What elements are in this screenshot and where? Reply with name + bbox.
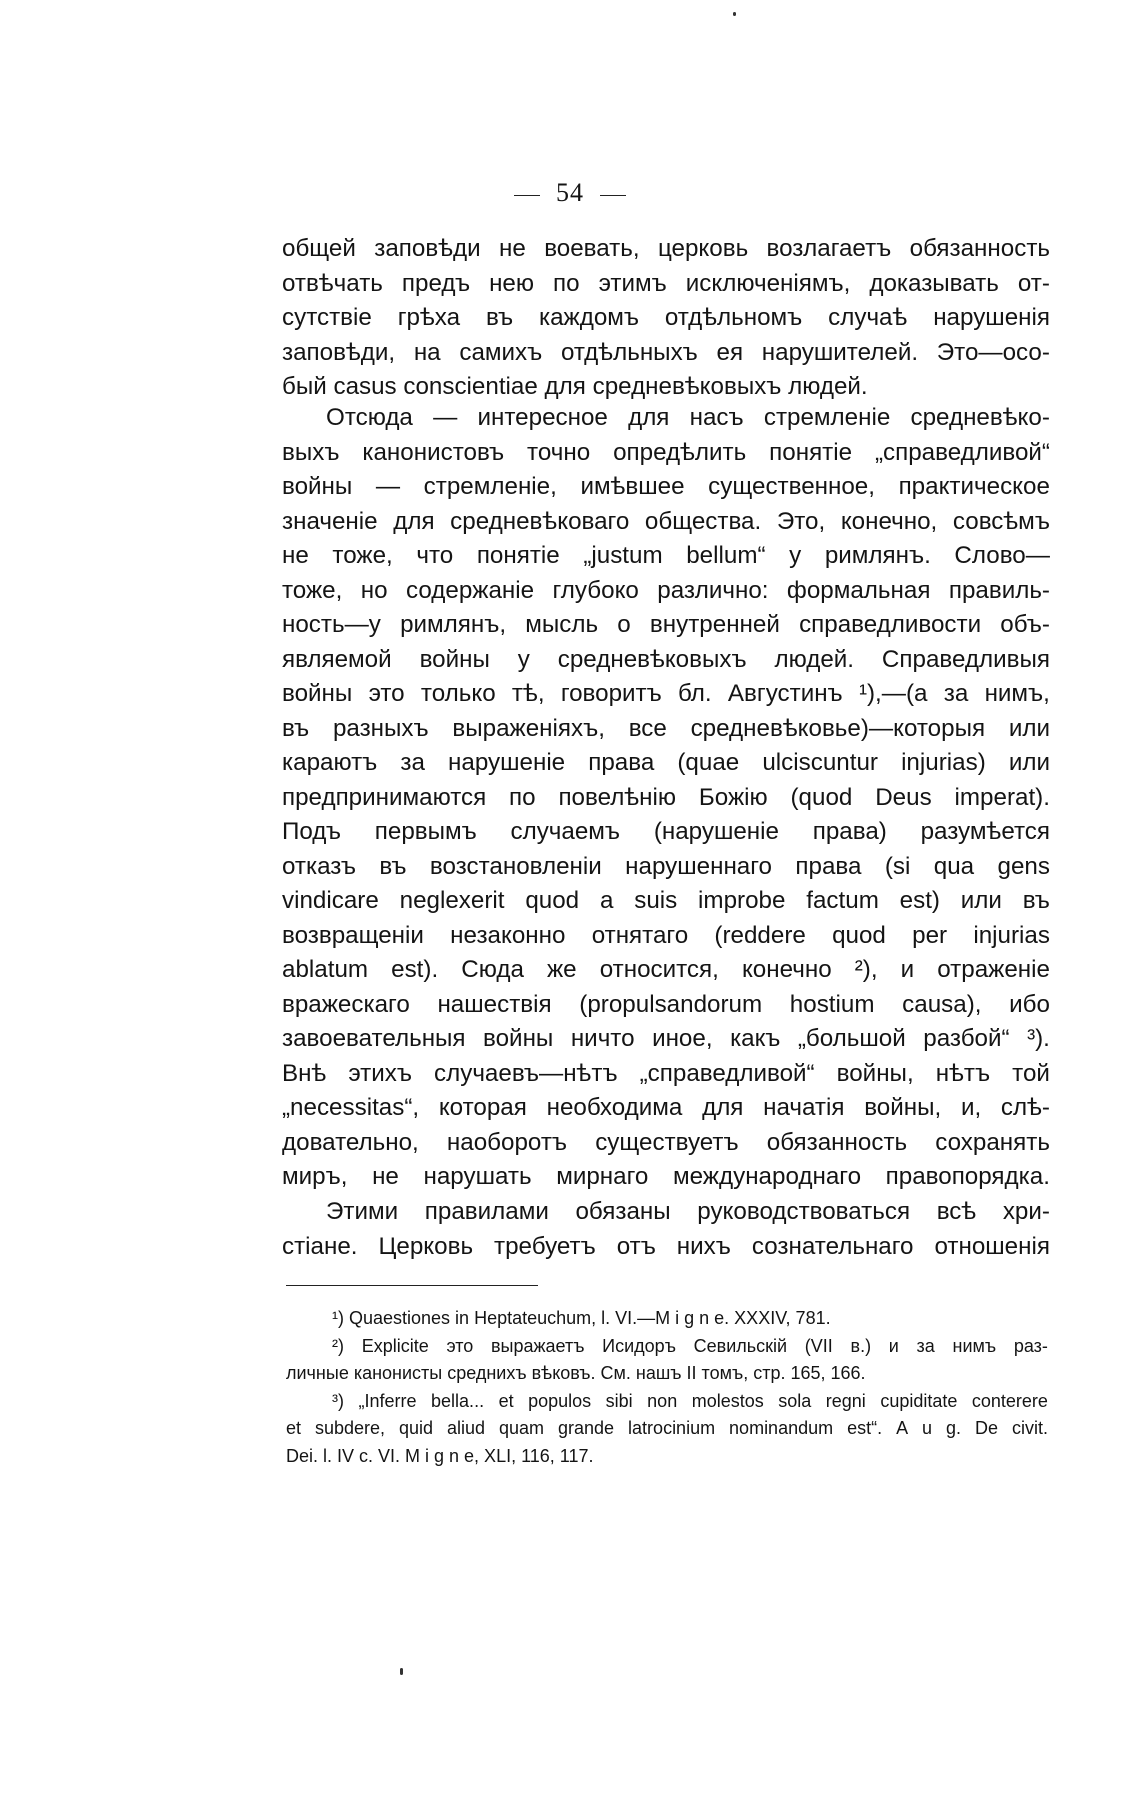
text-line: войны — стремленіе, имѣвшее существенное, практическое bbox=[282, 473, 1050, 500]
text-line: vindicare neglexerit quod a suis improbe factum est) или въ bbox=[282, 887, 1050, 914]
page-number bbox=[0, 178, 1140, 208]
text-line: предпринимаются по повелѣнію Божію (quod Deus imperat). bbox=[282, 783, 1050, 811]
text-line: выхъ канонистовъ точно опредѣлить понятіе „справедливой“ bbox=[282, 438, 1050, 466]
text-line: заповѣди, на самихъ отдѣльныхъ ея нарушителей. Это—осо- bbox=[282, 338, 1050, 366]
footnote-line: ²) Explicite это выражаетъ Исидоръ Севильскій (VII в.) и за нимъ раз- bbox=[332, 1335, 1048, 1356]
footnote-line: ¹) Quaestiones in Heptateuchum, l. VI.—M i g n e. XXXIV, 781. bbox=[332, 1308, 831, 1328]
footnote-separator bbox=[286, 1285, 538, 1286]
text-line: являемой войны у средневѣковыхъ людей. Справедливыя bbox=[282, 645, 1050, 673]
text-line: отвѣчать предъ нею по этимъ исключеніямъ, доказывать от- bbox=[282, 269, 1050, 297]
text-line: караютъ за нарушеніе права (quae ulciscuntur injurias) или bbox=[282, 749, 1050, 776]
footnote-line: Dei. l. IV c. VI. M i g n e, XLI, 116, 117. bbox=[286, 1445, 594, 1466]
text-line: вражескаго нашествія (propulsandorum hostium causa), ибо bbox=[282, 990, 1050, 1018]
text-line: въ разныхъ выраженіяхъ, все средневѣковье)—которыя или bbox=[282, 714, 1050, 742]
text-line: ablatum est). Сюда же относится, конечно ²), и отраженіе bbox=[282, 956, 1050, 983]
footnotes bbox=[286, 1305, 1048, 1470]
page-number-right-dash bbox=[600, 195, 626, 196]
text-line: значеніе для средневѣковаго общества. Это, конечно, совсѣмъ bbox=[282, 507, 1050, 535]
text-line: стіане. Церковь требуетъ отъ нихъ сознательнаго отношенія bbox=[282, 1232, 1050, 1260]
text-line: миръ, не нарушать мирнаго международнаго правопорядка. bbox=[282, 1163, 1050, 1190]
text-line: Отсюда — интересное для насъ стремленіе средневѣко- bbox=[326, 404, 1050, 431]
text-line: Внѣ этихъ случаевъ—нѣтъ „справедливой“ войны, нѣтъ той bbox=[282, 1059, 1050, 1087]
paragraph-3 bbox=[282, 1195, 1050, 1264]
text-line: довательно, наоборотъ существуетъ обязанность сохранять bbox=[282, 1128, 1050, 1156]
footnote-line: личные канонисты среднихъ вѣковъ. См. нашъ II томъ, стр. 165, 166. bbox=[286, 1363, 866, 1383]
footnote-line: et subdere, quid aliud quam grande latrocinium nominandum est“. A u g. De civit. bbox=[286, 1418, 1048, 1438]
footnote-line: ³) „Inferre bella... et populos sibi non molestos sola regni cupiditate conterere bbox=[332, 1390, 1048, 1411]
text-line: не тоже, что понятіе „justum bellum“ у римлянъ. Слово— bbox=[282, 542, 1050, 569]
text-line: войны это только тѣ, говоритъ бл. Августинъ ¹),—(а за нимъ, bbox=[282, 680, 1050, 707]
paragraph-1 bbox=[282, 232, 1050, 405]
scan-speck bbox=[733, 12, 736, 16]
text-line: Этими правилами обязаны руководствоваться всѣ хри- bbox=[326, 1198, 1050, 1225]
text-line: общей заповѣди не воевать, церковь возлагаетъ обязанность bbox=[282, 235, 1050, 262]
text-line: Подъ первымъ случаемъ (нарушеніе права) разумѣется bbox=[282, 818, 1050, 845]
paragraph-2 bbox=[282, 401, 1050, 1195]
text-line: бый casus conscientiae для средневѣковыхъ людей. bbox=[282, 373, 868, 400]
text-line: сутствіе грѣха въ каждомъ отдѣльномъ случаѣ нарушенія bbox=[282, 304, 1050, 331]
text-line: тоже, но содержаніе глубоко различно: формальная правиль- bbox=[282, 576, 1050, 604]
text-line: ность—у римлянъ, мысль о внутренней справедливости объ- bbox=[282, 611, 1050, 638]
page-number-left-dash bbox=[514, 195, 540, 196]
text-line: завоевательныя войны ничто иное, какъ „большой разбой“ ³). bbox=[282, 1025, 1050, 1052]
page-number-value: 54 bbox=[556, 178, 584, 207]
text-line: возвращеніи незаконно отнятаго (reddere quod per injurias bbox=[282, 921, 1050, 949]
scan-speck bbox=[400, 1668, 403, 1675]
text-line: „necessitas“, которая необходима для начатія войны, и, слѣ- bbox=[282, 1094, 1050, 1121]
text-line: отказъ въ возстановленіи нарушеннаго права (si qua gens bbox=[282, 852, 1050, 880]
